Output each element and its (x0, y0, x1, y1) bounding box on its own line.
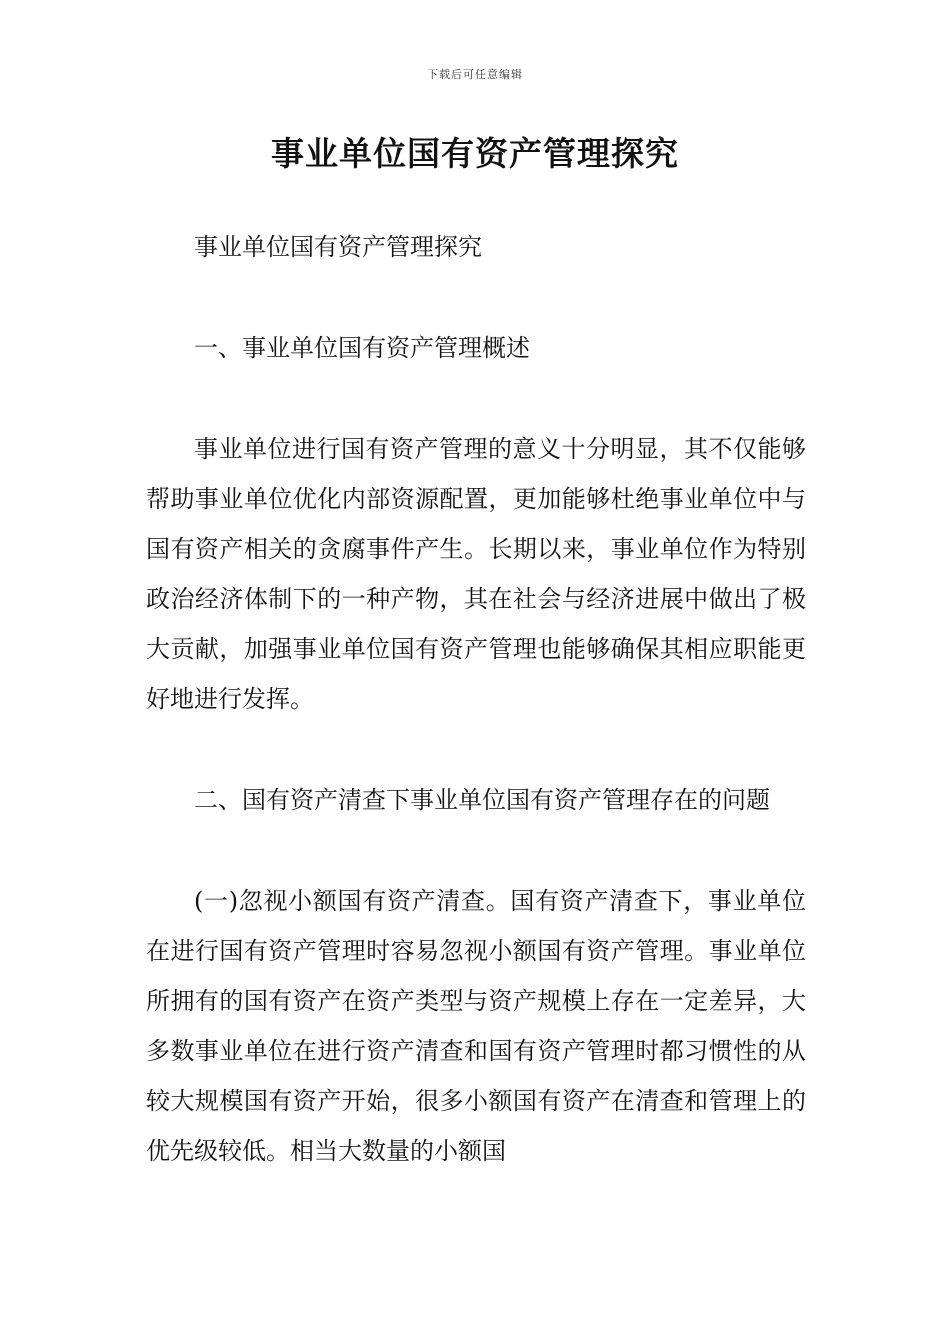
document-body (146, 222, 806, 1176)
section-heading-1: 一、事业单位国有资产管理概述 (194, 334, 530, 362)
paragraph-gap (146, 373, 806, 424)
paragraph-gap (146, 825, 806, 876)
document-title: 事业单位国有资产管理探究 (271, 134, 679, 173)
header-note: 下载后可任意编辑 (427, 68, 523, 81)
section-heading-2: 二、国有资产清查下事业单位国有资产管理存在的问题 (194, 786, 770, 814)
paragraph-gap (146, 724, 806, 775)
paragraph-issue-1: (一)忽视小额国有资产清查。国有资产清查下，事业单位在进行国有资产管理时容易忽视小额国有资产管理。事业单位所拥有的国有资产在资产类型与资产规模上存在一定差异，大多数事业单位在进行资产清查和国有资产管理时都习惯性的从较大规模国有资产开始，很多小额国有资产在清查和管理上的优先级较低。相当大数量的小额国 (146, 887, 806, 1165)
paragraph-subtitle: 事业单位国有资产管理探究 (194, 233, 482, 261)
paragraph-gap (146, 272, 806, 323)
paragraph-overview: 事业单位进行国有资产管理的意义十分明显，其不仅能够帮助事业单位优化内部资源配置，更加能够杜绝事业单位中与国有资产相关的贪腐事件产生。长期以来，事业单位作为特别政治经济体制下的一种产物，其在社会与经济进展中做出了极大贡献，加强事业单位国有资产管理也能够确保其相应职能更好地进行发挥。 (146, 435, 806, 713)
